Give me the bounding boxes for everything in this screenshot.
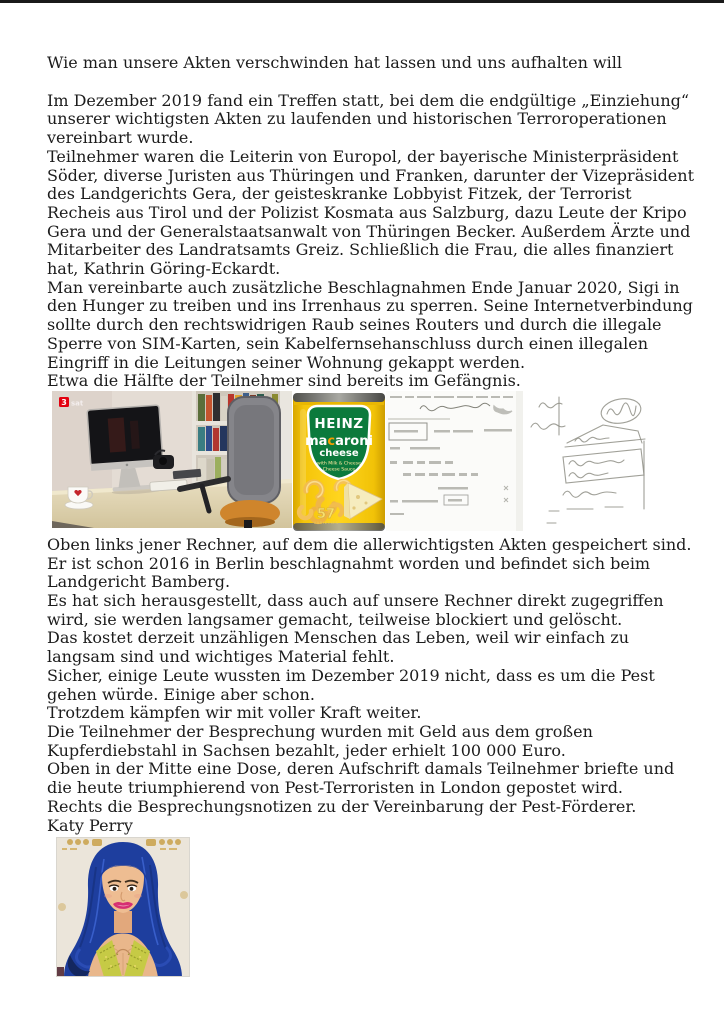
faded-print-line (390, 396, 513, 398)
paragraph: Sicher, einige Leute wussten im Dezember 2019 nicht, dass es um die Pest gehen würde. Einige aber schon. (47, 665, 655, 704)
paragraph: Teilnehmer waren die Leiterin von Europol, der bayerische Ministerpräsident Söder, diverse Juristen aus Thüringen und Franken, darunter der Vizepräsident des Landgerichts Gera, der geisteskranke Lobbyist Fitzek, der Terrorist Recheis aus Tirol und der Polizist Kosmata aus Salzburg, dazu Leute der Kripo Gera und der Generalstaatsanwalt von Thüringen Becker. Außerdem Ärzte und Mitarbeiter des Landratsamts Greiz. Schließlich die Frau, die alles finanziert hat, Kathrin Göring-Eckardt. (47, 146, 695, 279)
image-caption: Katy Perry (47, 815, 133, 835)
figure-strip (52, 391, 699, 533)
corner-shadow (56, 967, 64, 977)
varieties-label: VARIETIES (313, 519, 339, 525)
paragraph: Es hat sich herausgestellt, dass auch auf unsere Rechner direkt zugegriffen wird, sie werden langsamer gemacht, teilweise blockiert und gelöscht. (47, 591, 664, 629)
article-title: Wie man unsere Akten verschwinden hat lassen und uns aufhalten will (47, 53, 623, 72)
sub-text-2: Cheese Sauce (322, 467, 356, 473)
svg-text:sat: sat (71, 399, 84, 408)
meeting-sketch-scan (523, 391, 648, 531)
svg-text:3: 3 (61, 397, 67, 407)
brand-text: HEINZ (314, 415, 364, 432)
paragraph: Trotzdem kämpfen wir mit voller Kraft weiter. (47, 703, 422, 723)
tv-channel-logo (59, 397, 84, 408)
can-bottom-rim (293, 523, 385, 531)
paragraph: Rechts die Besprechungsnotizen zu der Vereinbarung der Pest-Förderer. (47, 796, 637, 816)
paragraph: Im Dezember 2019 fand ein Treffen statt, bei dem die endgültige „Einziehung“ unserer wichtigsten Akten zu laufenden und historischen Terroroperationen vereinbart wurde. (47, 90, 690, 148)
katy-perry-photo (56, 837, 699, 977)
bottom-text-block (47, 536, 699, 835)
macaroni-text: macaroni (305, 433, 373, 449)
sub-text-1: with Milk & Cheese (317, 461, 361, 467)
document-page (0, 3, 724, 977)
paragraph: Oben links jener Rechner, auf dem die allerwichtigsten Akten gespeichert sind. Er ist schon 2016 in Berlin beschlagnahmt worden und befindet sich beim Landgericht Bamberg. (47, 534, 692, 592)
cheese-text: cheese (319, 447, 359, 459)
can-top-rim (293, 393, 385, 402)
heinz-can-photo (292, 391, 386, 533)
top-text-block (47, 54, 699, 391)
paragraph: Die Teilnehmer der Besprechung wurden mit Geld aus dem großen Kupferdiebstahl in Sachsen bezahlt, jeder erhielt 100 000 Euro. (47, 721, 593, 760)
meeting-notes-scan (386, 391, 523, 531)
token-row-2 (390, 447, 440, 450)
paragraph: Man vereinbarte auch zusätzliche Beschlagnahmen Ende Januar 2020, Sigi in den Hunger zu treiben und ins Irrenhaus zu sperren. Seine Internetverbindung sollte durch den rechtswidrigen Raub seines Routers und durch die illegale Sperre von SIM-Karten, sein Kabelfernsehanschluss durch einen illegalen Eingriff in die Leitungen seiner Wohnung gekappt werden. (47, 277, 693, 372)
paragraph: Das kostet derzeit unzähligen Menschen das Leben, weil wir einfach zu langsam sind und wichtiges Material fehlt. (47, 628, 630, 667)
varieties-number: 57 (316, 506, 336, 522)
paragraph: Etwa die Hälfte der Teilnehmer sind bereits im Gefängnis. (47, 371, 521, 391)
paragraph: Oben in der Mitte eine Dose, deren Aufschrift damals Teilnehmer briefte und die heute triumphierend von Pest-Terroristen in London gepostet wird. (47, 759, 675, 798)
desk-photo (52, 391, 292, 528)
